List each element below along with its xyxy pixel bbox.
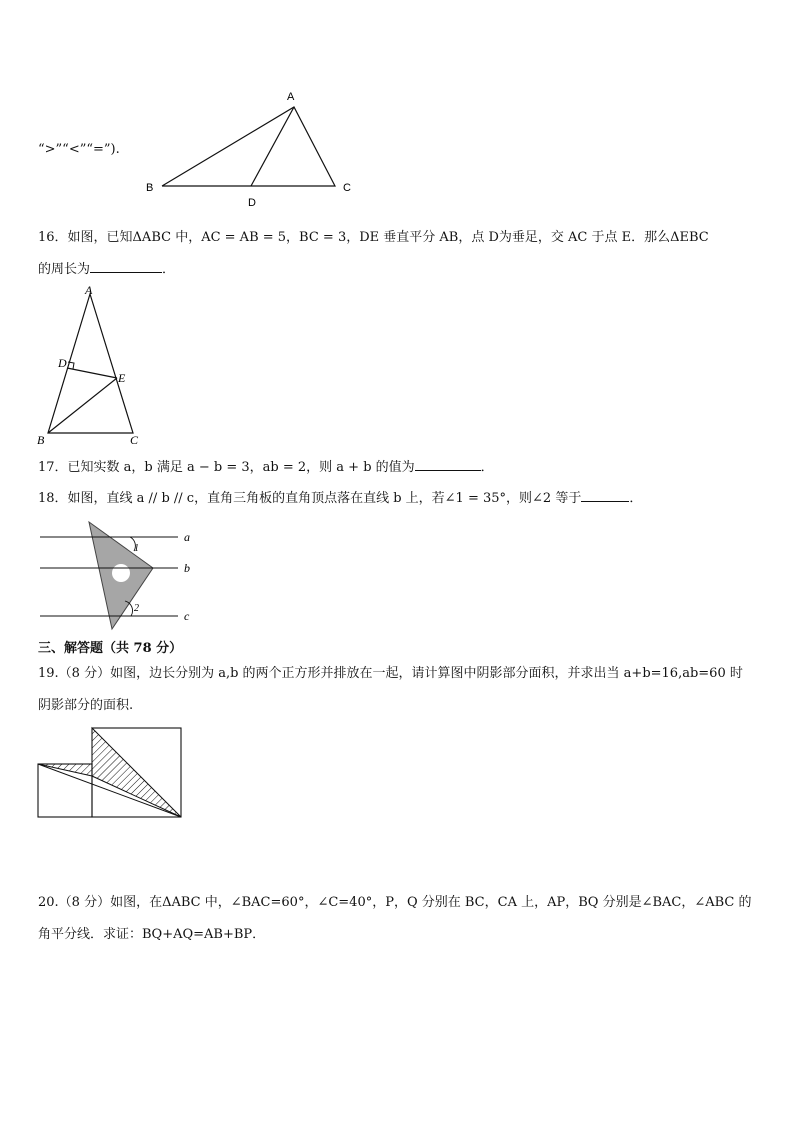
fig16-label-E: E bbox=[118, 371, 126, 385]
q15-triangle-figure bbox=[140, 86, 360, 211]
q17-answer-blank[interactable] bbox=[415, 458, 481, 471]
q17-prefix: 17．已知实数 a，b 满足 a − b = 3，ab = 2，则 a + b 的值为 bbox=[38, 460, 415, 475]
fig18-line-b-label: b bbox=[184, 561, 190, 575]
fig15-label-C: C bbox=[343, 182, 351, 194]
q18-parallel-lines-figure bbox=[38, 515, 208, 635]
fig18-line-a-label: a bbox=[184, 530, 190, 544]
q15-tail-text: “>”“<”“=”). bbox=[38, 142, 120, 157]
q16-line2 bbox=[38, 260, 175, 279]
fig18-line-c-label: c bbox=[184, 609, 190, 623]
q19-line1: 19.（8 分）如图，边长分别为 a,b 的两个正方形并排放在一起，请计算图中阴影部分面积，并求出当 a+b=16,ab=60 时 bbox=[38, 666, 743, 681]
fig15-label-A: A bbox=[287, 91, 295, 103]
q19-squares-figure bbox=[36, 726, 186, 820]
q20-line2: 角平分线．求证：BQ+AQ=AB+BP． bbox=[38, 927, 266, 942]
q16-line1: 16．如图，已知ΔABC 中，AC = AB = 5，BC = 3，DE 垂直平分 AB，点 D为垂足，交 AC 于点 E．那么ΔEBC bbox=[38, 230, 709, 245]
q18-prefix: 18．如图，直线 a // b // c，直角三角板的直角顶点落在直线 b 上，若∠1 = 35°，则∠2 等于 bbox=[38, 491, 582, 506]
q16-answer-blank[interactable] bbox=[90, 260, 162, 273]
fig16-label-A: A bbox=[85, 283, 93, 297]
fig18-angle2-label: 2 bbox=[134, 603, 139, 614]
q16-triangle-figure bbox=[32, 282, 152, 450]
q19-line2: 阴影部分的面积. bbox=[38, 698, 134, 713]
q16-suffix: ． bbox=[162, 262, 176, 277]
fig16-label-B: B bbox=[37, 433, 45, 447]
q20-line1: 20.（8 分）如图，在ΔABC 中，∠BAC=60°，∠C=40°，P，Q 分别在 BC，CA 上，AP，BQ 分别是∠BAC，∠ABC 的 bbox=[38, 895, 752, 910]
fig16-label-D: D bbox=[58, 356, 67, 370]
fig18-angle1-label: 1 bbox=[134, 543, 139, 554]
q18-answer-blank[interactable] bbox=[581, 489, 629, 502]
fig15-label-B: B bbox=[146, 182, 154, 194]
q18-line bbox=[38, 489, 642, 508]
q16-prefix: 的周长为 bbox=[38, 262, 91, 277]
q17-line bbox=[38, 458, 494, 477]
q18-suffix: ． bbox=[629, 491, 643, 506]
q17-suffix: ． bbox=[480, 460, 494, 475]
section3-title: 三、解答题（共 78 分） bbox=[38, 641, 183, 656]
fig16-label-C: C bbox=[130, 433, 139, 447]
fig15-label-D: D bbox=[248, 197, 256, 209]
